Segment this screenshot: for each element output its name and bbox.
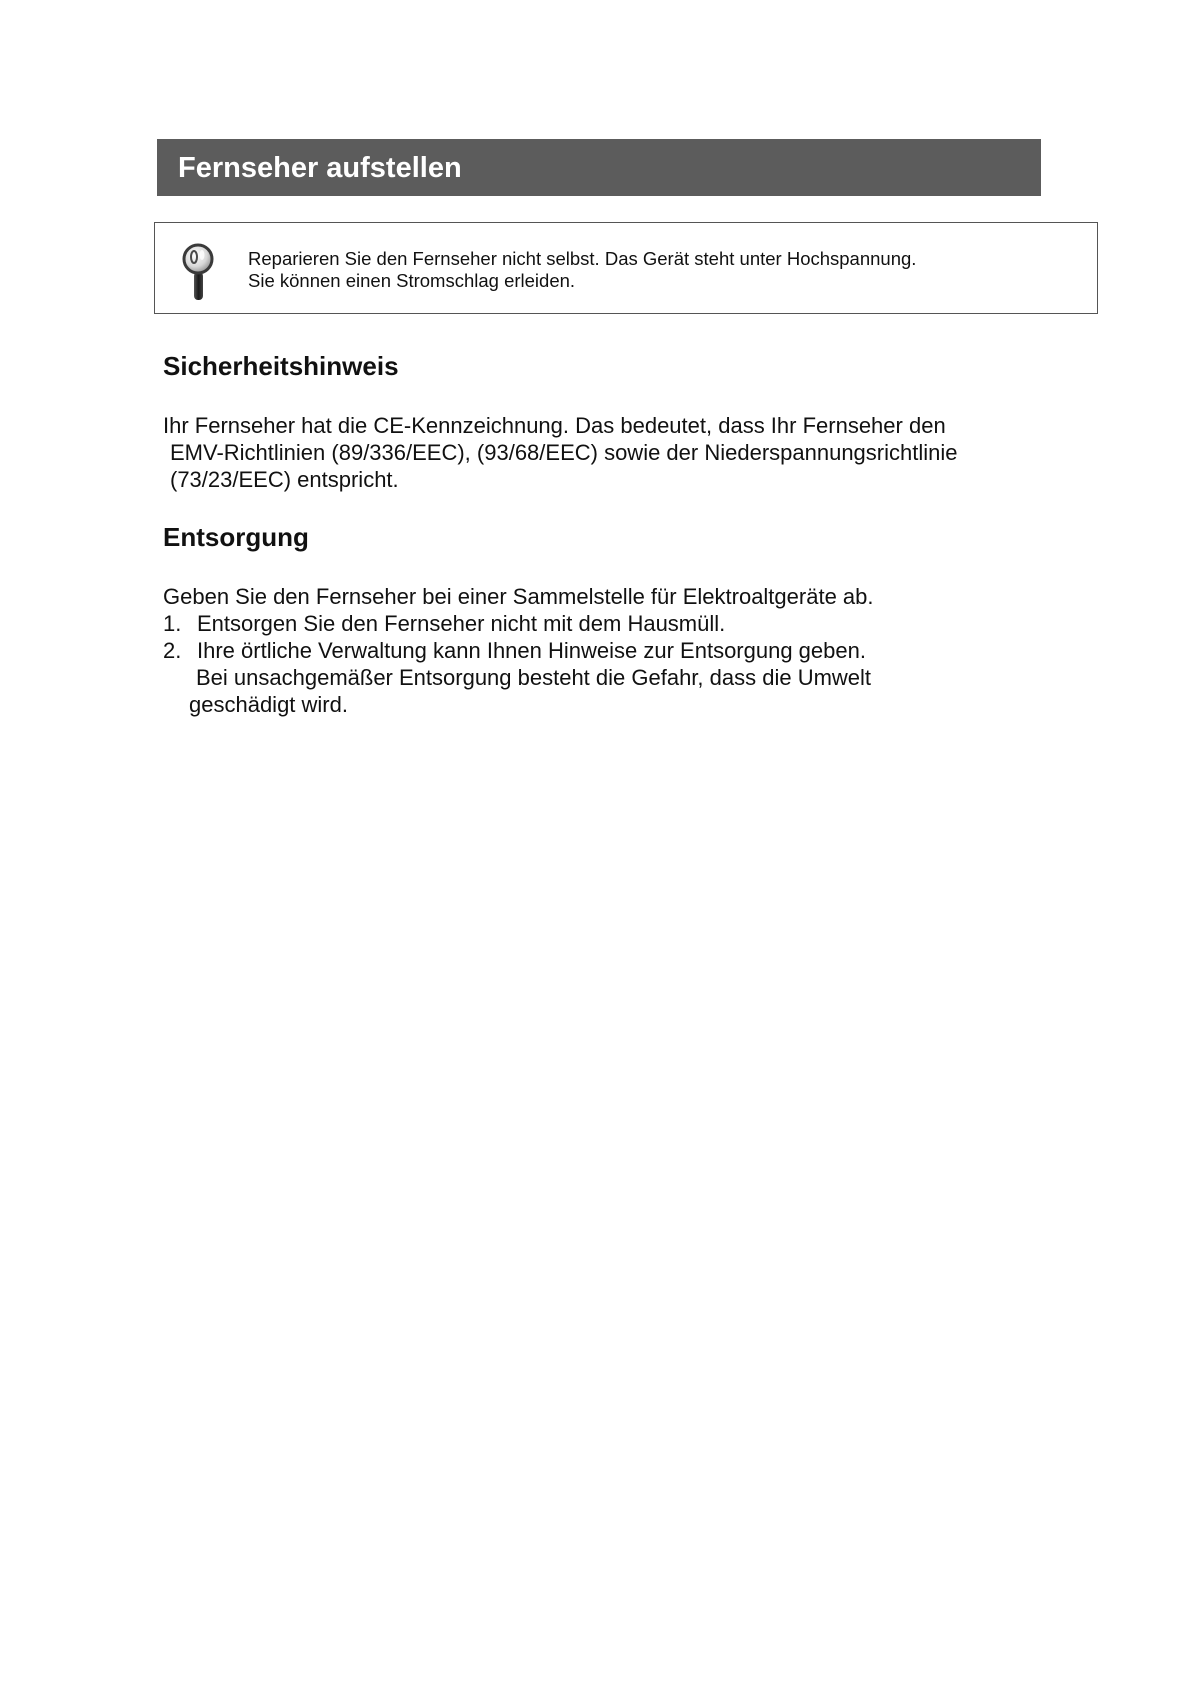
list-text: Entsorgen Sie den Fernseher nicht mit dem Hausmüll. xyxy=(197,611,726,636)
safety-paragraph xyxy=(163,412,958,493)
list-item xyxy=(163,610,874,637)
disposal-paragraph xyxy=(163,583,874,718)
warning-line: Sie können einen Stromschlag erleiden. xyxy=(248,270,576,291)
list-number: 2. xyxy=(163,638,182,663)
disposal-intro: Geben Sie den Fernseher bei einer Sammelstelle für Elektroaltgeräte ab. xyxy=(163,584,874,609)
list-item xyxy=(163,637,874,664)
list-continuation: geschädigt wird. xyxy=(189,692,348,717)
page-title: Fernseher aufstellen xyxy=(178,152,462,184)
magnifier-icon xyxy=(181,243,215,301)
safety-line: EMV-Richtlinien (89/336/EEC), (93/68/EEC) sowie der Niederspannungsrichtlinie xyxy=(170,440,958,465)
warning-line: Reparieren Sie den Fernseher nicht selbst. Das Gerät steht unter Hochspannung. xyxy=(248,248,917,269)
warning-text xyxy=(248,248,916,292)
section-title-bar xyxy=(157,139,1041,196)
list-text: Ihre örtliche Verwaltung kann Ihnen Hinweise zur Entsorgung geben. xyxy=(197,638,866,663)
disposal-heading: Entsorgung xyxy=(163,522,309,552)
list-number: 1. xyxy=(163,611,182,636)
safety-line: Ihr Fernseher hat die CE-Kennzeichnung. Das bedeutet, dass Ihr Fernseher den xyxy=(163,413,946,438)
warning-box xyxy=(154,222,1098,314)
list-continuation: Bei unsachgemäßer Entsorgung besteht die Gefahr, dass die Umwelt xyxy=(196,665,872,690)
safety-heading: Sicherheitshinweis xyxy=(163,351,399,381)
safety-line: (73/23/EEC) entspricht. xyxy=(170,467,399,492)
